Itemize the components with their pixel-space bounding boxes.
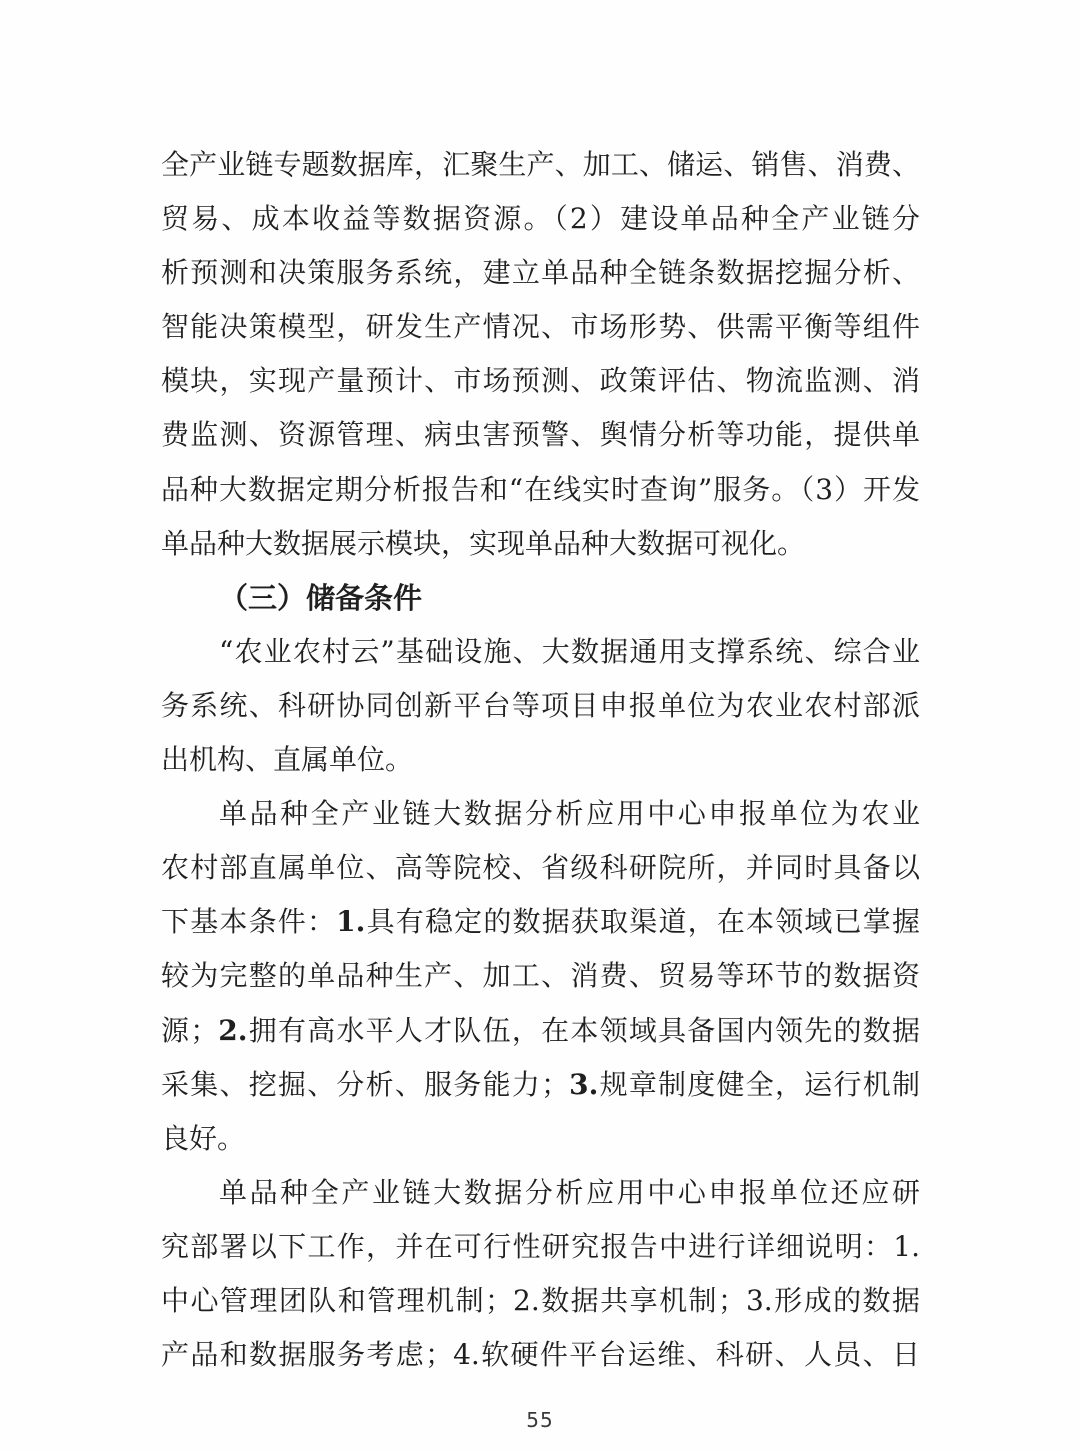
text-line bbox=[161, 408, 920, 462]
text-line bbox=[161, 300, 920, 354]
section-heading bbox=[161, 571, 920, 625]
text-segment: 中心管理团队和管理机制；2.数据共享机制；3.形成的数据 bbox=[161, 1283, 920, 1317]
text-segment: 下基本条件： bbox=[161, 905, 337, 939]
text-segment: 3. bbox=[569, 1067, 599, 1101]
text-line bbox=[161, 138, 920, 192]
text-segment: 拥有高水平人才队伍，在本领域具备国内领先的数据 bbox=[247, 1013, 920, 1047]
text-line bbox=[161, 1220, 920, 1274]
text-line bbox=[161, 192, 920, 246]
text-segment: 务系统、科研协同创新平台等项目申报单位为农业农村部派 bbox=[161, 688, 920, 722]
text-segment: 良好。 bbox=[161, 1121, 246, 1155]
text-segment: 析预测和决策服务系统，建立单品种全链条数据挖掘分析、 bbox=[161, 256, 920, 290]
text-segment: 规章制度健全，运行机制 bbox=[598, 1067, 920, 1101]
text-segment: 费监测、资源管理、病虫害预警、舆情分析等功能，提供单 bbox=[161, 418, 920, 452]
text-line bbox=[161, 463, 920, 517]
text-segment: 模块，实现产量预计、市场预测、政策评估、物流监测、消 bbox=[161, 364, 920, 398]
text-line bbox=[161, 246, 920, 300]
text-line bbox=[161, 1058, 920, 1112]
text-line bbox=[161, 354, 920, 408]
text-segment: 全产业链专题数据库，汇聚生产、加工、储运、销售、消费、 bbox=[161, 148, 920, 181]
text-line bbox=[161, 733, 920, 787]
text-line bbox=[161, 841, 920, 895]
text-segment: 究部署以下工作，并在可行性研究报告中进行详细说明：1. bbox=[161, 1229, 920, 1263]
text-segment: 较为完整的单品种生产、加工、消费、贸易等环节的数据资 bbox=[161, 959, 920, 993]
text-line bbox=[161, 1112, 920, 1166]
text-segment: 单品种全产业链大数据分析应用中心申报单位还应研 bbox=[219, 1175, 920, 1209]
text-segment: 单品种大数据展示模块，实现单品种大数据可视化。 bbox=[161, 526, 806, 560]
text-segment: 智能决策模型，研发生产情况、市场形势、供需平衡等组件 bbox=[161, 310, 920, 344]
text-segment: 单品种全产业链大数据分析应用中心申报单位为农业 bbox=[219, 797, 920, 831]
text-segment: 具有稳定的数据获取渠道，在本领域已掌握 bbox=[365, 905, 920, 939]
text-segment: 贸易、成本收益等数据资源。（2）建设单品种全产业链分 bbox=[161, 202, 920, 236]
text-segment: 产品和数据服务考虑；4.软硬件平台运维、科研、人员、日 bbox=[161, 1338, 920, 1372]
document-content bbox=[161, 138, 920, 1382]
text-line bbox=[161, 1274, 920, 1328]
text-line bbox=[161, 1004, 920, 1058]
text-segment: “农业农村云”基础设施、大数据通用支撑系统、综合业 bbox=[219, 634, 920, 668]
page-number: 55 bbox=[526, 1408, 554, 1432]
text-line bbox=[161, 1328, 920, 1382]
text-line bbox=[161, 787, 920, 841]
text-line bbox=[161, 895, 920, 949]
text-segment: 1. bbox=[336, 905, 366, 939]
text-line bbox=[161, 949, 920, 1003]
text-line bbox=[161, 625, 920, 679]
text-segment: （三）储备条件 bbox=[219, 580, 423, 615]
text-line bbox=[161, 1166, 920, 1220]
text-line bbox=[161, 517, 920, 571]
text-segment: 农村部直属单位、高等院校、省级科研院所，并同时具备以 bbox=[161, 851, 920, 885]
text-segment: 出机构、直属单位。 bbox=[161, 743, 414, 777]
text-segment: 源； bbox=[161, 1013, 219, 1047]
text-line bbox=[161, 679, 920, 733]
text-segment: 采集、挖掘、分析、服务能力； bbox=[161, 1067, 570, 1101]
text-segment: 2. bbox=[218, 1013, 248, 1047]
text-segment: 品种大数据定期分析报告和“在线实时查询”服务。（3）开发 bbox=[161, 472, 920, 506]
